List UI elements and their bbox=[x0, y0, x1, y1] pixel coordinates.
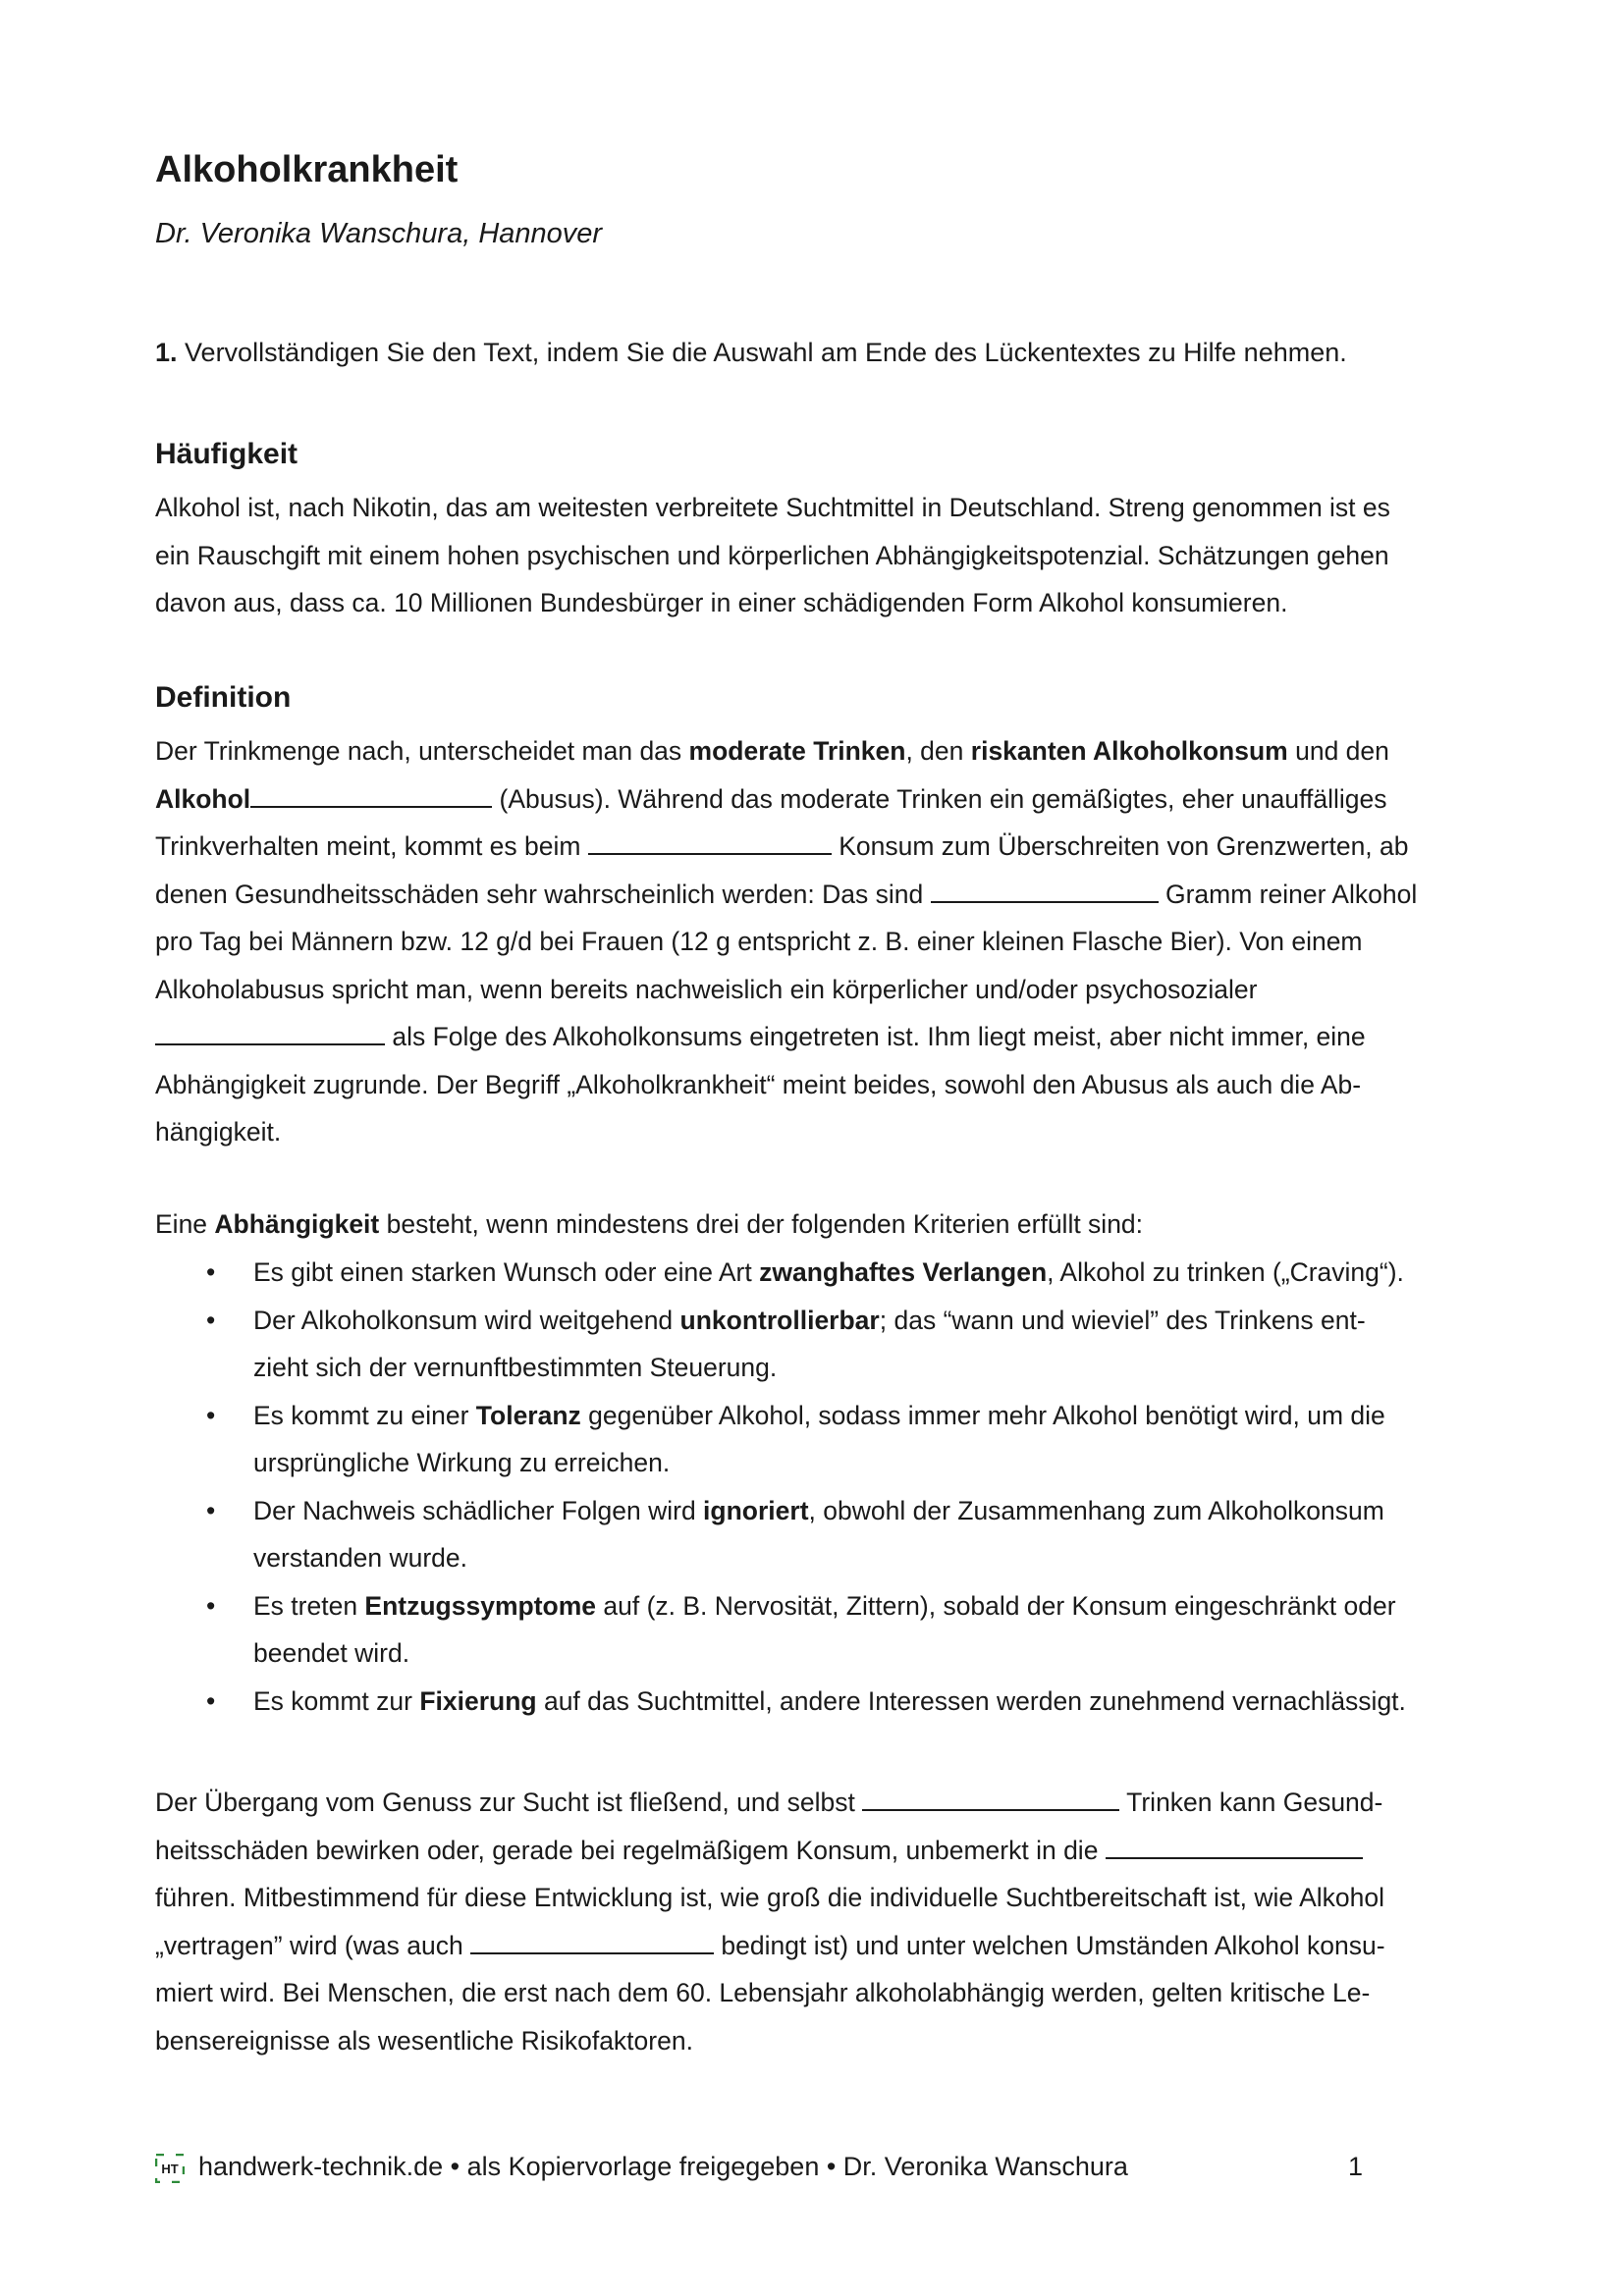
text-run: Es treten bbox=[253, 1590, 365, 1621]
fill-in-blank[interactable] bbox=[155, 1016, 385, 1045]
footer-text: handwerk-technik.de • als Kopiervorlage freigegeben • Dr. Veronika Wanschura bbox=[198, 2152, 1128, 2181]
list-item bbox=[155, 1392, 1490, 1487]
term-entzugssymptome: Entzugssymptome bbox=[364, 1590, 597, 1621]
text-run: Es kommt zur bbox=[253, 1685, 420, 1716]
text-run: Der Trinkmenge nach, unterscheidet man das bbox=[155, 736, 689, 766]
text-run: heitsschäden bewirken oder, gerade bei regelmäßigem Konsum, unbemerkt in die bbox=[155, 1835, 1106, 1865]
text-run: Konsum zum Überschreiten von Grenzwerten, ab bbox=[831, 831, 1409, 861]
fill-in-blank[interactable] bbox=[588, 826, 832, 855]
text-line: ursprüngliche Wirkung zu erreichen. bbox=[253, 1448, 671, 1477]
text-run: bedingt ist) und unter welchen Umständen Alkohol konsu- bbox=[714, 1930, 1385, 1960]
text-run: Es kommt zu einer bbox=[253, 1400, 476, 1430]
text-run: Trinkverhalten meint, kommt es beim bbox=[155, 831, 588, 861]
heading-definition: Definition bbox=[155, 681, 292, 714]
bullet-icon: • bbox=[206, 1590, 216, 1621]
text-run: gegenüber Alkohol, sodass immer mehr Alkohol benötigt wird, um die bbox=[580, 1400, 1385, 1430]
author-line: Dr. Veronika Wanschura, Hannover bbox=[155, 218, 603, 249]
list-item bbox=[155, 1582, 1490, 1678]
text-line bbox=[253, 1297, 1490, 1345]
term-fixierung: Fixierung bbox=[419, 1685, 537, 1716]
list-item bbox=[155, 1678, 1490, 1726]
term-ignoriert: ignoriert bbox=[703, 1495, 809, 1525]
text-run: Gramm reiner Alkohol bbox=[1158, 879, 1418, 909]
text-run: Der Übergang vom Genuss zur Sucht ist fließend, und selbst bbox=[155, 1788, 863, 1817]
paragraph-haeufigkeit bbox=[155, 484, 1490, 627]
list-item bbox=[155, 1487, 1490, 1582]
paragraph-uebergang bbox=[155, 1779, 1490, 2064]
bullet-icon: • bbox=[206, 1305, 216, 1335]
text-run: und den bbox=[1287, 736, 1389, 766]
text-line: verstanden wurde. bbox=[253, 1543, 468, 1573]
text-line bbox=[155, 775, 1490, 824]
document-title: Alkoholkrankheit bbox=[155, 149, 459, 190]
bullet-icon: • bbox=[206, 1685, 216, 1716]
text-run: Trinken kann Gesund- bbox=[1119, 1788, 1383, 1817]
text-run: Der Alkoholkonsum wird weitgehend bbox=[253, 1305, 680, 1335]
text-line: beendet wird. bbox=[253, 1638, 410, 1668]
fill-in-blank[interactable] bbox=[931, 874, 1159, 903]
term-riskanter-konsum: riskanten Alkoholkonsum bbox=[970, 736, 1288, 766]
text-line: führen. Mitbestimmend für diese Entwicklung ist, wie groß die individuelle Suchtbereitschaft ist, wie Alkohol bbox=[155, 1883, 1384, 1912]
text-line bbox=[253, 1392, 1490, 1440]
paragraph-definition bbox=[155, 727, 1490, 1156]
text-line bbox=[155, 1201, 1490, 1249]
text-line bbox=[155, 727, 1490, 775]
criteria-list bbox=[155, 1249, 1490, 1725]
text-line bbox=[155, 1827, 1490, 1875]
task-instruction bbox=[155, 338, 1347, 368]
term-unkontrollierbar: unkontrollierbar bbox=[679, 1305, 880, 1335]
page-number: 1 bbox=[1347, 2152, 1363, 2181]
task-text: Vervollständigen Sie den Text, indem Sie die Auswahl am Ende des Lückentextes zu Hilfe nehmen. bbox=[177, 338, 1347, 367]
text-line bbox=[253, 1249, 1490, 1297]
text-line: davon aus, dass ca. 10 Millionen Bundesbürger in einer schädigenden Form Alkohol konsumieren. bbox=[155, 588, 1288, 617]
fill-in-blank[interactable] bbox=[250, 778, 492, 808]
text-line: Abhängigkeit zugrunde. Der Begriff „Alkoholkrankheit“ meint beides, sowohl den Abusus als auch die Ab- bbox=[155, 1069, 1362, 1099]
list-item bbox=[155, 1297, 1490, 1392]
bullet-icon: • bbox=[206, 1257, 216, 1287]
term-toleranz: Toleranz bbox=[475, 1400, 581, 1430]
text-line bbox=[155, 823, 1490, 871]
text-line bbox=[253, 1678, 1490, 1726]
paragraph-abhaengigkeit-intro bbox=[155, 1201, 1490, 1249]
text-run: auf das Suchtmittel, andere Interessen werden zunehmend vernachlässigt. bbox=[536, 1685, 1406, 1716]
text-run: als Folge des Alkoholkonsums eingetreten ist. Ihm liegt meist, aber nicht immer, eine bbox=[385, 1022, 1366, 1051]
text-line bbox=[155, 1779, 1490, 1827]
term-alkohol: Alkohol bbox=[155, 783, 251, 814]
task-number: 1. bbox=[155, 338, 178, 367]
text-run: , den bbox=[905, 736, 971, 766]
text-run: Eine bbox=[155, 1209, 215, 1239]
text-run: auf (z. B. Nervosität, Zittern), sobald der Konsum eingeschränkt oder bbox=[596, 1590, 1396, 1621]
text-line: miert wird. Bei Menschen, die erst nach dem 60. Lebensjahr alkoholabhängig werden, gelten kritische Le- bbox=[155, 1978, 1371, 2007]
heading-haeufigkeit: Häufigkeit bbox=[155, 438, 298, 470]
text-line: bensereignisse als wesentliche Risikofaktoren. bbox=[155, 2025, 693, 2056]
text-run: besteht, wenn mindestens drei der folgenden Kriterien erfüllt sind: bbox=[379, 1209, 1144, 1239]
text-run: Der Nachweis schädlicher Folgen wird bbox=[253, 1495, 704, 1525]
text-line bbox=[155, 1922, 1490, 1970]
text-run: „vertragen” wird (was auch bbox=[155, 1930, 471, 1960]
text-line: Alkoholabusus spricht man, wenn bereits nachweislich ein körperlicher und/oder psychosozialer bbox=[155, 974, 1258, 1004]
text-line: ein Rauschgift mit einem hohen psychischen und körperlichen Abhängigkeitspotenzial. Schätzungen gehen bbox=[155, 540, 1389, 570]
term-moderate-trinken: moderate Trinken bbox=[688, 736, 906, 766]
fill-in-blank[interactable] bbox=[470, 1925, 714, 1954]
bullet-icon: • bbox=[206, 1400, 216, 1430]
text-line: zieht sich der vernunftbestimmten Steuerung. bbox=[253, 1353, 778, 1382]
text-run: Es gibt einen starken Wunsch oder eine Art bbox=[253, 1257, 760, 1287]
text-run: denen Gesundheitsschäden sehr wahrscheinlich werden: Das sind bbox=[155, 879, 931, 909]
text-line: hängigkeit. bbox=[155, 1117, 282, 1147]
text-run: (Abusus). Während das moderate Trinken ein gemäßigtes, eher unauffälliges bbox=[492, 783, 1387, 814]
bullet-icon: • bbox=[206, 1495, 216, 1525]
text-run: , obwohl der Zusammenhang zum Alkoholkonsum bbox=[808, 1495, 1384, 1525]
text-run: ; das “wann und wieviel” des Trinkens ent- bbox=[879, 1305, 1366, 1335]
fill-in-blank[interactable] bbox=[862, 1782, 1119, 1811]
text-line bbox=[155, 1013, 1490, 1061]
term-abhaengigkeit: Abhängigkeit bbox=[214, 1209, 380, 1239]
logo-text: HT bbox=[161, 2162, 179, 2176]
text-line: pro Tag bei Männern bzw. 12 g/d bei Frauen (12 g entspricht z. B. einer kleinen Flasche Bier). Von einem bbox=[155, 927, 1363, 956]
text-line bbox=[253, 1582, 1490, 1630]
text-line bbox=[155, 871, 1490, 919]
page-footer bbox=[155, 2152, 1363, 2191]
list-item bbox=[155, 1249, 1490, 1297]
text-line bbox=[253, 1487, 1490, 1535]
text-line: Alkohol ist, nach Nikotin, das am weitesten verbreitete Suchtmittel in Deutschland. Streng genommen ist es bbox=[155, 493, 1390, 522]
text-run: , Alkohol zu trinken („Craving“). bbox=[1047, 1257, 1404, 1287]
fill-in-blank[interactable] bbox=[1106, 1830, 1363, 1859]
ht-logo-icon bbox=[155, 2154, 185, 2183]
term-zwanghaftes-verlangen: zwanghaftes Verlangen bbox=[759, 1257, 1048, 1287]
